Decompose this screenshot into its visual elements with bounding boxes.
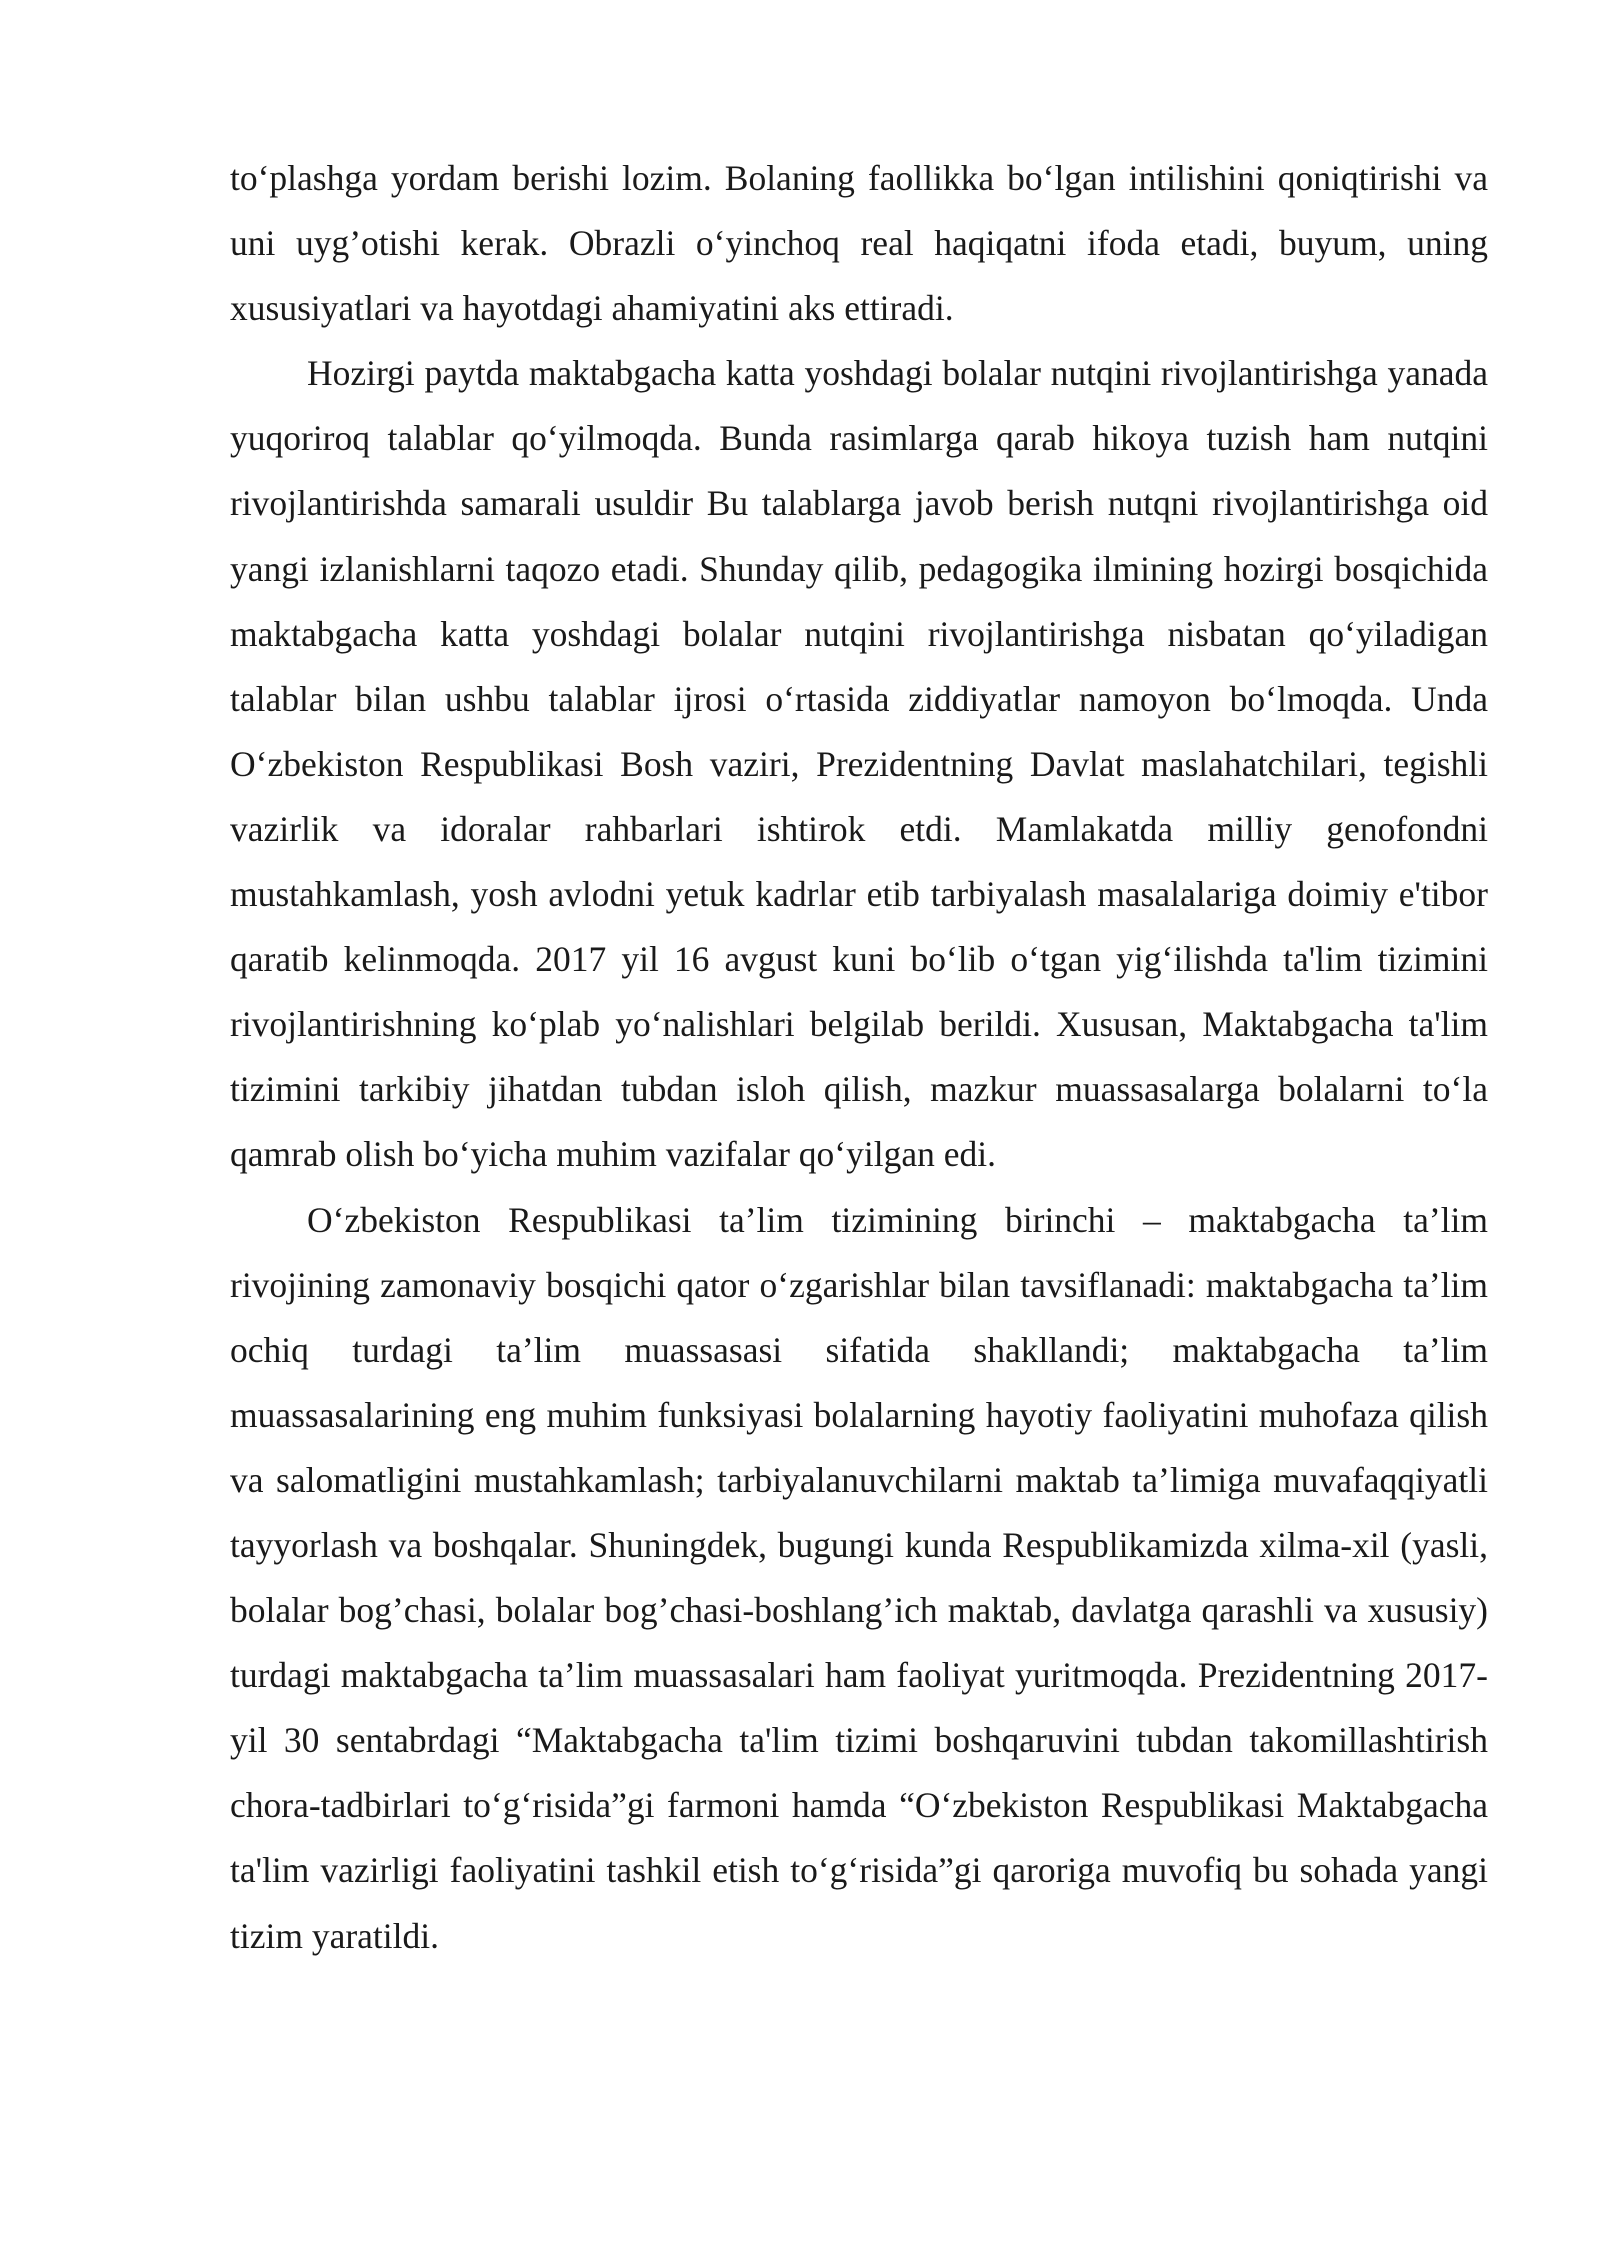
document-body <box>230 146 1488 1969</box>
paragraph-speech-development: Hozirgi paytda maktabgacha katta yoshdagi bolalar nutqini rivojlantirishga yanada yuqoriroq talablar qo‘yilmoqda. Bunda rasimlarga qarab hikoya tuzish ham nutqini rivojlantirishda samarali usuldir Bu talablarga javob berish nutqni rivojlantirishga oid yangi izlanishlarni taqozo etadi. Shunday qilib, pedagogika ilmining hozirgi bosqichida maktabgacha katta yoshdagi bolalar nutqini rivojlantirishga nisbatan qo‘yiladigan talablar bilan ushbu talablar ijrosi o‘rtasida ziddiyatlar namoyon bo‘lmoqda. Unda O‘zbekiston Respublikasi Bosh vaziri, Prezidentning Davlat maslahatchilari, tegishli vazirlik va idoralar rahbarlari ishtirok etdi. Mamlakatda milliy genofondni mustahkamlash, yosh avlodni yetuk kadrlar etib tarbiyalash masalalariga doimiy e'tibor qaratib kelinmoqda. 2017 yil 16 avgust kuni bo‘lib o‘tgan yig‘ilishda ta'lim tizimini rivojlantirishning ko‘plab yo‘nalishlari belgilab berildi. Xususan, Maktabgacha ta'lim tizimini tarkibiy jihatdan tubdan isloh qilish, mazkur muassasalarga bolalarni to‘la qamrab olish bo‘yicha muhim vazifalar qo‘yilgan edi. <box>230 353 1488 1175</box>
paragraph-education-system: O‘zbekiston Respublikasi ta’lim tizimining birinchi – maktabgacha ta’lim rivojining zamonaviy bosqichi qator o‘zgarishlar bilan tavsiflanadi: maktabgacha ta’lim ochiq turdagi ta’lim muassasasi sifatida shakllandi; maktabgacha ta’lim muassasalarining eng muhim funksiyasi bolalarning hayotiy faoliyatini muhofaza qilish va salomatligini mustahkamlash; tarbiyalanuvchilarni maktab ta’limiga muvafaqqiyatli tayyorlash va boshqalar. Shuningdek, bugungi kunda Respublikamizda xilma-xil (yasli, bolalar bog’chasi, bolalar bog’chasi-boshlang’ich maktab, davlatga qarashli va xususiy) turdagi maktabgacha ta’lim muassasalari ham faoliyat yuritmoqda. Prezidentning 2017- yil 30 sentabrdagi “Maktabgacha ta'lim tizimi boshqaruvini tubdan takomillashtirish chora-tadbirlari to‘g‘risida”gi farmoni hamda “O‘zbekiston Respublikasi Maktabgacha ta'lim vazirligi faoliyatini tashkil etish to‘g‘risida”gi qaroriga muvofiq bu sohada yangi tizim yaratildi. <box>230 1199 1488 1956</box>
paragraph-continuation: to‘plashga yordam berishi lozim. Bolaning faollikka bo‘lgan intilishini qoniqtirishi va uni uyg’otishi kerak. Obrazli o‘yinchoq real haqiqatni ifoda etadi, buyum, uning xususiyatlari va hayotdagi ahamiyatini aks ettiradi. <box>230 158 1488 329</box>
